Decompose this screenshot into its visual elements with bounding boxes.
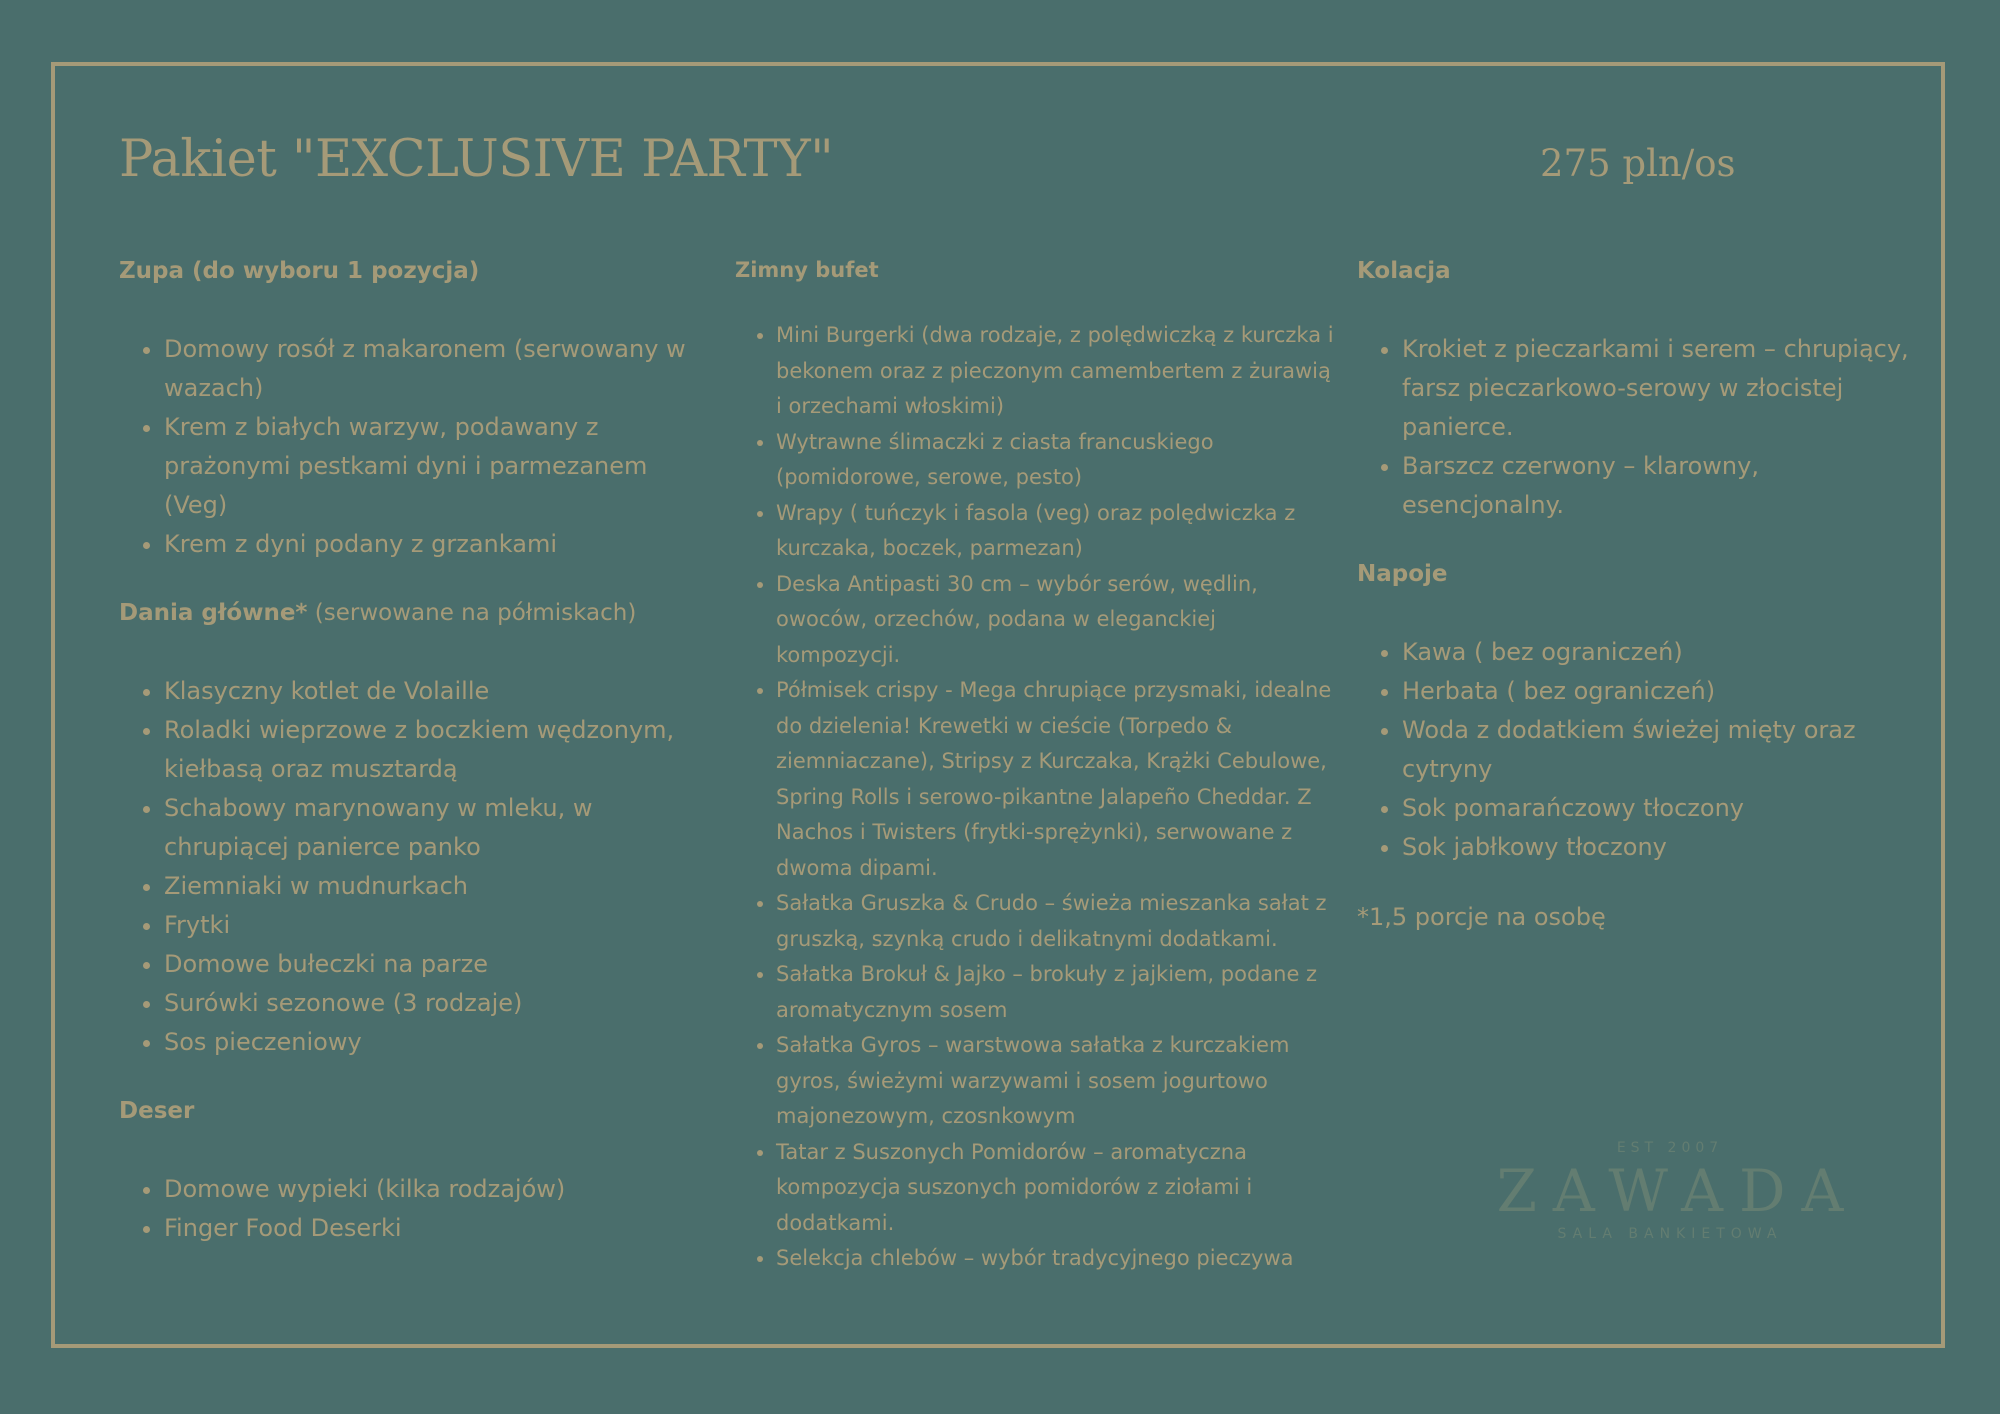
package-title: Pakiet "EXCLUSIVE PARTY" bbox=[119, 130, 834, 189]
list-item: • Frytki bbox=[164, 906, 709, 945]
list-item: • Domowe bułeczki na parze bbox=[164, 945, 709, 984]
list-item: • Krem z dyni podany z grzankami bbox=[164, 525, 709, 564]
mains-heading-note: (serwowane na półmiskach) bbox=[307, 600, 637, 626]
mains-list bbox=[119, 672, 709, 1062]
list-item: • Selekcja chlebów – wybór tradycyjnego pieczywa bbox=[776, 1241, 1335, 1277]
menu-column-right bbox=[1357, 258, 1927, 931]
list-item: • Wytrawne ślimaczki z ciasta francuskiego (pomidorowe, serowe, pesto) bbox=[776, 425, 1335, 496]
list-item: • Domowy rosół z makaronem (serwowany w wazach) bbox=[164, 330, 709, 408]
list-item: • Sałatka Gruszka & Crudo – świeża mieszanka sałat z gruszką, szynką crudo i delikatnymi dodatkami. bbox=[776, 886, 1335, 957]
list-item: • Tatar z Suszonych Pomidorów – aromatyczna kompozycja suszonych pomidorów z ziołami i dodatkami. bbox=[776, 1135, 1335, 1242]
soup-list bbox=[119, 330, 709, 564]
list-item: • Sałatka Gyros – warstwowa sałatka z kurczakiem gyros, świeżymi warzywami i sosem jogurtowo majonezowym, czosnkowym bbox=[776, 1028, 1335, 1135]
list-item: • Barszcz czerwony – klarowny, esencjonalny. bbox=[1402, 447, 1927, 525]
list-item: • Sos pieczeniowy bbox=[164, 1023, 709, 1062]
supper-list bbox=[1357, 330, 1927, 525]
portion-footnote: *1,5 porcje na osobę bbox=[1357, 903, 1606, 931]
mains-heading bbox=[119, 600, 709, 626]
list-item: • Krem z białych warzyw, podawany z prażonymi pestkami dyni i parmezanem (Veg) bbox=[164, 408, 709, 525]
list-item: • Deska Antipasti 30 cm – wybór serów, wędlin, owoców, orzechów, podana w eleganckiej kompozycji. bbox=[776, 567, 1335, 674]
dessert-list bbox=[119, 1170, 709, 1248]
list-item: • Finger Food Deserki bbox=[164, 1209, 709, 1248]
list-item: • Ziemniaki w mudnurkach bbox=[164, 867, 709, 906]
dessert-heading: Deser bbox=[119, 1098, 195, 1124]
list-item: • Domowe wypieki (kilka rodzajów) bbox=[164, 1170, 709, 1209]
list-item: • Schabowy marynowany w mleku, w chrupiącej panierce panko bbox=[164, 789, 709, 867]
list-item: • Klasyczny kotlet de Volaille bbox=[164, 672, 709, 711]
list-item: • Roladki wieprzowe z boczkiem wędzonym, kiełbasą oraz musztardą bbox=[164, 711, 709, 789]
cold-buffet-list bbox=[735, 318, 1335, 1277]
list-item: • Kawa ( bez ograniczeń) bbox=[1402, 633, 1927, 672]
cold-buffet-heading: Zimny bufet bbox=[735, 258, 879, 282]
soup-heading: Zupa (do wyboru 1 pozycja) bbox=[119, 258, 480, 284]
mains-heading-label: Dania główne* bbox=[119, 600, 308, 626]
list-item: • Wrapy ( tuńczyk i fasola (veg) oraz polędwiczka z kurczaka, boczek, parmezan) bbox=[776, 496, 1335, 567]
drinks-list bbox=[1357, 633, 1927, 867]
list-item: • Sok jabłkowy tłoczony bbox=[1402, 828, 1927, 867]
menu-column-left bbox=[119, 258, 709, 1248]
package-price: 275 pln/os bbox=[1540, 142, 1736, 185]
logo-subtitle: SALA BANKIETOWA bbox=[1557, 1226, 1783, 1242]
zawada-logo bbox=[1480, 1140, 1860, 1242]
list-item: • Woda z dodatkiem świeżej mięty oraz cytryny bbox=[1402, 711, 1927, 789]
list-item: • Mini Burgerki (dwa rodzaje, z polędwiczką z kurczka i bekonem oraz z pieczonym camembertem z żurawią i orzechami włoskimi) bbox=[776, 318, 1335, 425]
supper-heading: Kolacja bbox=[1357, 258, 1451, 284]
list-item: • Krokiet z pieczarkami i serem – chrupiący, farsz pieczarkowo-serowy w złocistej panierce. bbox=[1402, 330, 1927, 447]
drinks-heading: Napoje bbox=[1357, 561, 1448, 587]
logo-established: EST 2007 bbox=[1616, 1140, 1724, 1156]
logo-name: ZAWADA bbox=[1496, 1157, 1860, 1225]
list-item: • Sok pomarańczowy tłoczony bbox=[1402, 789, 1927, 828]
list-item: • Surówki sezonowe (3 rodzaje) bbox=[164, 984, 709, 1023]
menu-column-middle bbox=[735, 258, 1335, 1277]
list-item: • Sałatka Brokuł & Jajko – brokuły z jajkiem, podane z aromatycznym sosem bbox=[776, 957, 1335, 1028]
list-item: • Herbata ( bez ograniczeń) bbox=[1402, 672, 1927, 711]
list-item: • Półmisek crispy - Mega chrupiące przysmaki, idealne do dzielenia! Krewetki w cieście (Torpedo & ziemniaczane), Stripsy z Kurczaka, Krążki Cebulowe, Spring Rolls i serowo-pikantne Jalapeño Cheddar. Z Nachos i Twisters (frytki-sprężynki), serwowane z dwoma dipami. bbox=[776, 673, 1335, 886]
